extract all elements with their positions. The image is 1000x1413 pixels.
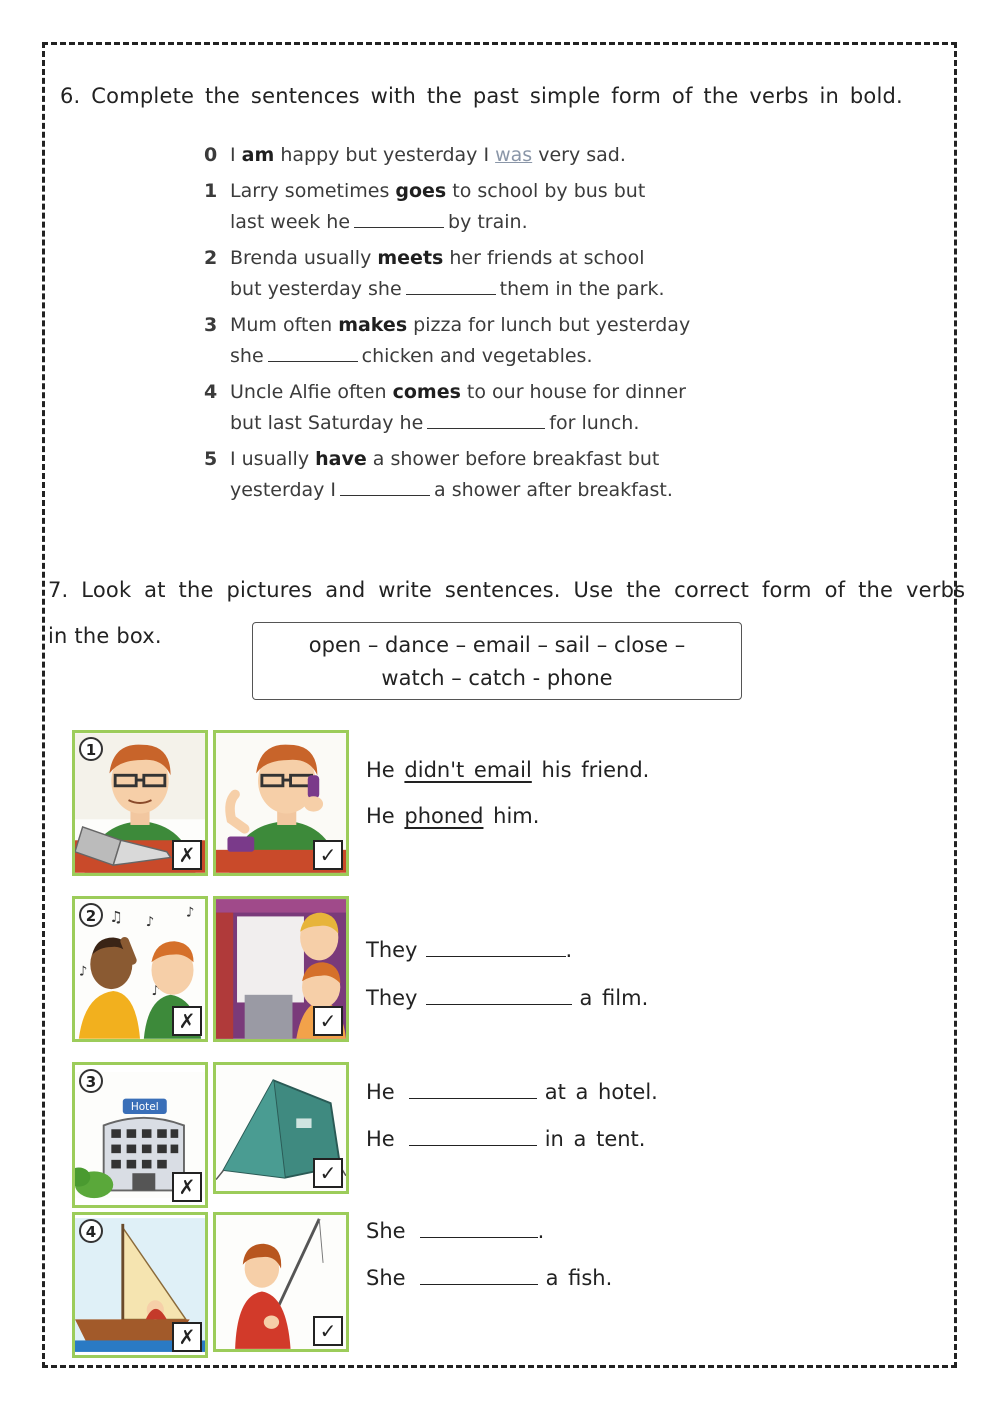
sentence-3a: He at a hotel. xyxy=(366,1080,658,1104)
answer-blank[interactable] xyxy=(426,986,572,1005)
answer-blank[interactable] xyxy=(409,1080,537,1099)
example-answer: phoned xyxy=(404,804,484,828)
check-mark-icon: ✓ xyxy=(313,1158,343,1188)
exercise-6-item-2: 2 Brenda usually meets her friends at school but yesterday she them in the park. xyxy=(204,243,744,305)
picture-1-computer: 1 ✗ xyxy=(72,730,208,876)
check-mark-icon: ✓ xyxy=(313,1006,343,1036)
picture-3-hotel: 3 Hotel ✗ xyxy=(72,1062,208,1208)
check-mark-icon: ✓ xyxy=(313,840,343,870)
sentence-1a: He didn't email his friend. xyxy=(366,758,650,782)
item-number: 3 xyxy=(204,314,218,336)
exercise-6-item-4: 4 Uncle Alfie often comes to our house for dinner but last Saturday he for lunch. xyxy=(204,377,744,439)
picture-1-phone xyxy=(213,730,349,876)
item-number: 1 xyxy=(204,180,218,202)
exercise-6-item-3: 3 Mum often makes pizza for lunch but yesterday she chicken and vegetables. xyxy=(204,310,744,372)
sentence-1b: He phoned him. xyxy=(366,804,540,828)
sentence-2b: They a film. xyxy=(366,986,649,1010)
exercise-6-list xyxy=(204,140,744,506)
answer-blank[interactable] xyxy=(420,1266,538,1285)
answer-blank[interactable] xyxy=(409,1127,537,1146)
example-answer: didn't email xyxy=(404,758,532,782)
picture-3-tent xyxy=(213,1062,349,1194)
exercise-7-instruction: 7. Look at the pictures and write sentences. Use the correct form of the verbs xyxy=(48,578,966,602)
item-number: 5 xyxy=(204,448,218,470)
cross-mark-icon: ✗ xyxy=(172,1172,202,1202)
answer-blank[interactable] xyxy=(354,207,444,228)
item-number: 0 xyxy=(204,144,218,166)
svg-text:♪: ♪ xyxy=(151,983,161,999)
verb-box-line-2: watch – catch - phone xyxy=(381,666,613,690)
example-answer: was xyxy=(495,144,533,166)
svg-text:♪: ♪ xyxy=(145,914,155,930)
answer-blank[interactable] xyxy=(426,938,566,957)
verb-box xyxy=(252,622,742,700)
sentence-4b: She a fish. xyxy=(366,1266,613,1290)
picture-2-cinema xyxy=(213,896,349,1042)
item-number: 4 xyxy=(204,381,218,403)
check-mark-icon: ✓ xyxy=(313,1316,343,1346)
cross-mark-icon: ✗ xyxy=(172,1006,202,1036)
item-number: 2 xyxy=(204,247,218,269)
cross-mark-icon: ✗ xyxy=(172,1322,202,1352)
hotel-sign: Hotel xyxy=(130,1101,159,1114)
svg-text:♪: ♪ xyxy=(78,964,88,980)
answer-blank[interactable] xyxy=(406,274,496,295)
answer-blank[interactable] xyxy=(420,1219,538,1238)
answer-blank[interactable] xyxy=(427,408,545,429)
svg-text:♫: ♫ xyxy=(109,908,124,927)
verb-box-line-1: open – dance – email – sail – close – xyxy=(308,633,686,657)
exercise-6-instruction: 6. Complete the sentences with the past simple form of the verbs in bold. xyxy=(60,84,903,108)
answer-blank[interactable] xyxy=(268,341,358,362)
sentence-2a: They . xyxy=(366,938,573,962)
picture-4-sailing: 4 ✗ xyxy=(72,1212,208,1358)
picture-2-dance: 2 ♫ ♪ ♪ ♪ ♪ ✗ xyxy=(72,896,208,1042)
answer-blank[interactable] xyxy=(340,475,430,496)
sentence-4a: She . xyxy=(366,1219,545,1243)
exercise-6-item-1: 1 Larry sometimes goes to school by bus but last week he by train. xyxy=(204,176,744,238)
sentence-3b: He in a tent. xyxy=(366,1127,646,1151)
exercise-6-item-0: 0 I am happy but yesterday I was very sad. xyxy=(204,140,744,171)
cross-mark-icon: ✗ xyxy=(172,840,202,870)
exercise-6-item-5: 5 I usually have a shower before breakfast but yesterday I a shower after breakfast. xyxy=(204,444,744,506)
svg-text:♪: ♪ xyxy=(185,905,195,921)
picture-4-fishing xyxy=(213,1212,349,1352)
exercise-7-instruction-cont: in the box. xyxy=(48,624,162,648)
